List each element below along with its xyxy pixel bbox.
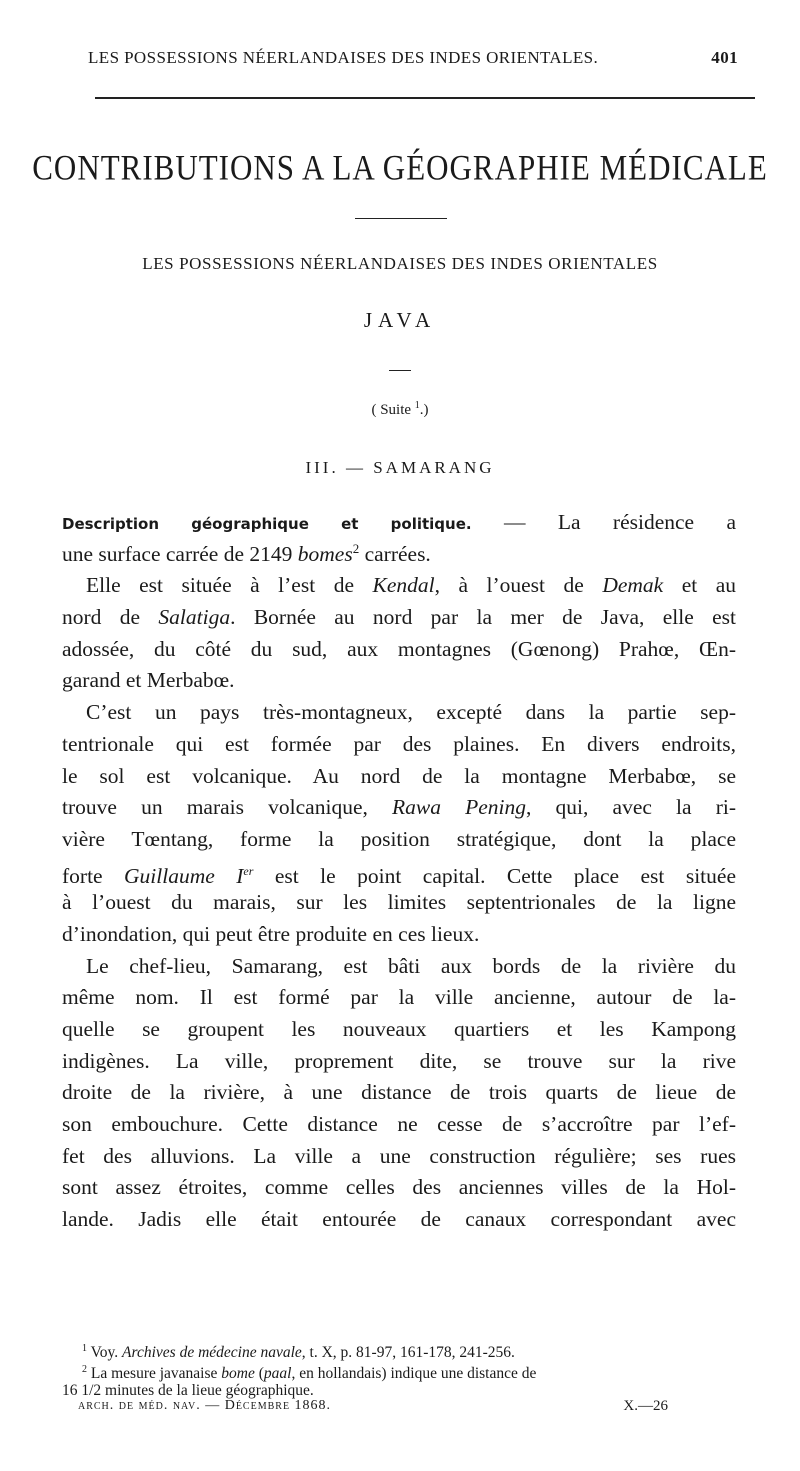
text-line: vière Tœntang, forme la position stratégique, dont la place <box>62 826 736 851</box>
island-title: JAVA <box>363 308 437 332</box>
footnote-ref[interactable]: 2 <box>352 540 360 556</box>
printer-signature <box>78 1398 668 1420</box>
running-head <box>88 48 738 74</box>
footnote-1: $^1$ Voy. Archives de médecine navale, t. X, p. 81-97, 161-178, 241-256. <box>82 1343 515 1362</box>
text-line: lande. Jadis elle était entourée de canaux correspondant avec <box>62 1207 736 1232</box>
text-line: le sol est volcanique. Au nord de la montagne Merbabœ, se <box>62 763 736 788</box>
text-line: indigènes. La ville, proprement dite, se trouve sur la rive <box>62 1048 736 1073</box>
body-text <box>62 507 736 1236</box>
text-line: trouve un marais volcanique, Rawa Pening, qui, avec la ri- <box>62 795 736 820</box>
text-line: forte Guillaume Ier est le point capital. Cette place est située <box>62 863 736 888</box>
text-line: C’est un pays très-montagneux, excepté dans la partie sep- <box>86 700 736 725</box>
journal-line: arch. de méd. nav. — Décembre 1868. <box>78 1398 332 1413</box>
footnotes <box>62 1338 740 1401</box>
subtitle: LES POSSESSIONS NÉERLANDAISES DES INDES ORIENTALES <box>142 254 658 273</box>
continuation-note <box>0 400 800 419</box>
running-head-title: LES POSSESSIONS NÉERLANDAISES DES INDES ORIENTALES. <box>88 48 599 67</box>
text-line: adossée, du côté du sud, aux montagnes (Gœnong) Prahœ, Œn- <box>62 636 736 661</box>
text-line: son embouchure. Cette distance ne cesse de s’accroître par l’ef- <box>62 1112 736 1137</box>
section-heading: III. — SAMARANG <box>305 458 495 477</box>
text-line: garand et Merbabœ. <box>62 668 235 693</box>
text-line: fet des alluvions. La ville a une construction régulière; ses rues <box>62 1143 736 1168</box>
text-line: même nom. Il est formé par la ville ancienne, autour de la- <box>62 985 736 1010</box>
small-rule <box>389 370 411 371</box>
text-line: sont assez étroites, comme celles des anciennes villes de la Hol- <box>62 1175 736 1200</box>
main-title: CONTRIBUTIONS A LA GÉOGRAPHIE MÉDICALE <box>32 147 768 188</box>
text-line: Elle est située à l’est de Kendal, à l’ouest de Demak et au <box>86 573 736 598</box>
suite-text: ( Suite <box>371 402 412 418</box>
footnote-2: $^2$ La mesure javanaise bome (paal, en hollandais) indique une distance de <box>82 1364 537 1383</box>
paragraph-lead: Description géographique et politique. <box>62 515 472 533</box>
sheet-mark: X.—26 <box>623 1398 668 1414</box>
text-line: nord de Salatiga. Bornée au nord par la mer de Java, elle est <box>62 605 736 630</box>
text-line: Description géographique et politique. — La résidence a <box>62 510 736 534</box>
text-line: droite de la rivière, à une distance de trois quarts de lieue de <box>62 1080 736 1105</box>
text-line: à l’ouest du marais, sur les limites septentrionales de la ligne <box>62 890 736 915</box>
page-number: 401 <box>711 48 738 67</box>
text-line: tentrionale qui est formée par des plaines. En divers endroits, <box>62 731 736 756</box>
text-line: une surface carrée de 2149 bomes$^2$ carrées. <box>62 540 431 566</box>
suite-close: .) <box>419 402 429 418</box>
suite-footnote-ref[interactable]: 1 <box>414 400 420 411</box>
title-rule <box>355 218 447 219</box>
header-rule <box>95 97 755 99</box>
text-line: quelle se groupent les nouveaux quartiers et les Kampong <box>62 1017 736 1041</box>
footnote-2-continued: 16 1/2 minutes de la lieue géographique. <box>62 1382 314 1399</box>
text-line: Le chef-lieu, Samarang, est bâti aux bords de la rivière du <box>86 953 736 978</box>
text-line: d’inondation, qui peut être produite en ces lieux. <box>62 921 480 946</box>
